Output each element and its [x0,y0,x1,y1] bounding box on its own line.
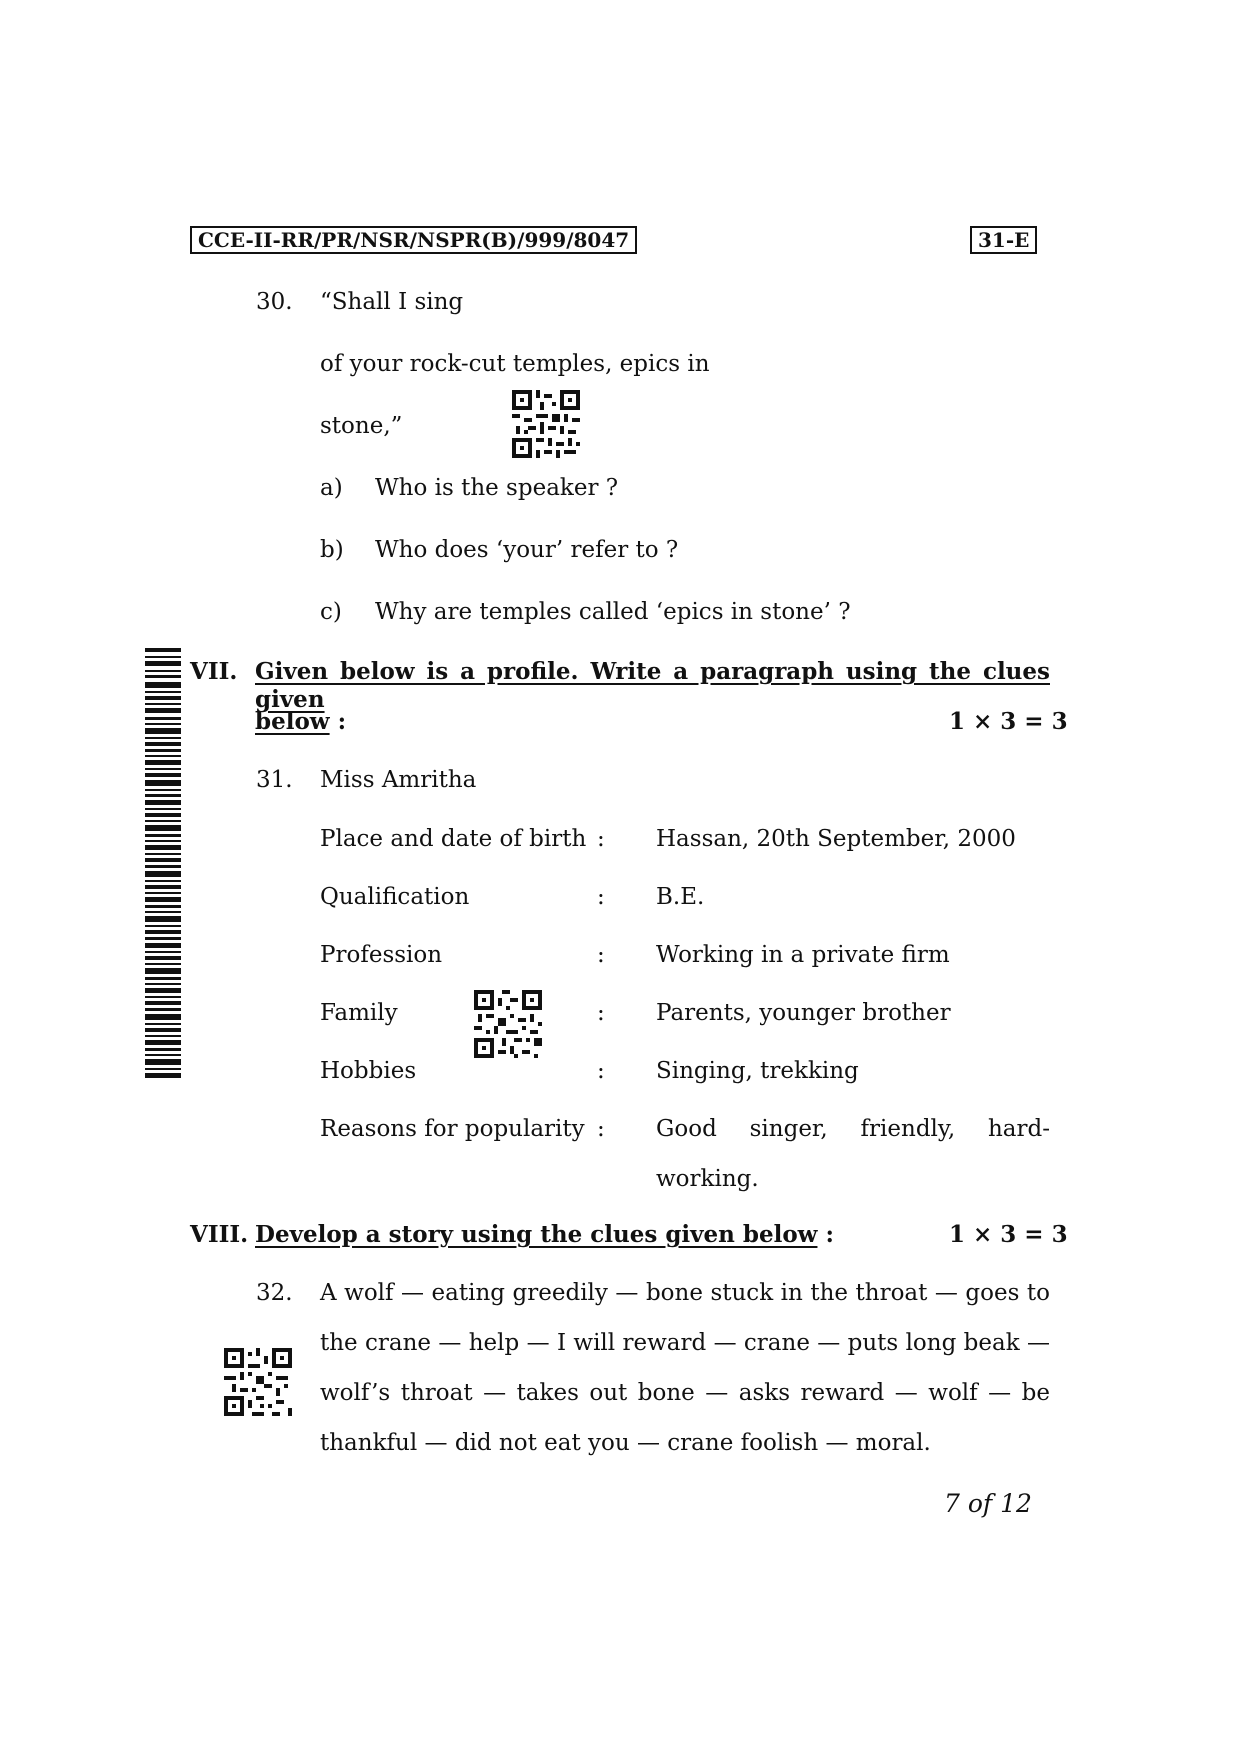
section-8-colon: : [817,1221,834,1248]
profile-label: Place and date of birth [320,826,587,852]
paper-id: 31-E [978,228,1030,252]
q30-line-1: “Shall I sing [320,289,464,315]
profile-value: Hassan, 20th September, 2000 [656,826,1016,852]
q31-name: Miss Amritha [320,767,477,793]
barcode-icon [145,648,181,1080]
profile-sep: : [597,826,605,852]
profile-value: Singing, trekking [656,1058,859,1084]
section-8-marks: 1 × 3 = 3 [949,1221,1068,1248]
profile-value: Good singer, friendly, hard- [656,1116,1050,1142]
qr-code-icon [224,1348,292,1416]
section-7-marks: 1 × 3 = 3 [949,708,1068,735]
q30-line-2: of your rock-cut temples, epics in [320,351,710,377]
q30c-label: c) [320,599,342,625]
profile-value-continued: working. [656,1166,759,1192]
profile-label: Reasons for popularity [320,1116,585,1142]
q32-number: 32. [256,1280,293,1306]
profile-sep: : [597,1116,605,1142]
paper-id-box [970,226,1037,254]
section-7-instruction-line-2 [255,708,346,736]
profile-sep: : [597,884,605,910]
section-7-colon: : [329,708,347,735]
section-8-instruction [255,1221,834,1249]
q30c-text: Why are temples called ‘epics in stone’ ? [375,599,851,625]
qr-code-icon [474,990,542,1058]
paper-code-box [190,226,637,254]
section-7-instruction-line-1: Given below is a profile. Write a paragraph using the clues given [255,658,1050,713]
q30b-label: b) [320,537,344,563]
profile-sep: : [597,1058,605,1084]
profile-value: Parents, younger brother [656,1000,951,1026]
paper-code: CCE-II-RR/PR/NSR/NSPR(B)/999/8047 [198,228,630,252]
q32-line-2: the crane — help — I will reward — crane — puts long beak — [320,1330,1050,1356]
q30-number: 30. [256,289,293,315]
q30a-text: Who is the speaker ? [375,475,619,501]
profile-value: B.E. [656,884,705,910]
page-number: 7 of 12 [944,1489,1032,1518]
section-7-roman: VII. [190,658,238,685]
section-8-title: Develop a story using the clues given below [255,1221,818,1248]
q32-line-4: thankful — did not eat you — crane foolish — moral. [320,1430,931,1456]
q32-line-3: wolf’s throat — takes out bone — asks reward — wolf — be [320,1380,1050,1406]
q30b-text: Who does ‘your’ refer to ? [375,537,679,563]
profile-value: Working in a private firm [656,942,950,968]
profile-label: Family [320,1000,398,1026]
profile-label: Qualification [320,884,470,910]
q30a-label: a) [320,475,343,501]
q32-line-1: A wolf — eating greedily — bone stuck in the throat — goes to [320,1280,1050,1306]
q30-line-3: stone,” [320,413,403,439]
profile-label: Profession [320,942,443,968]
section-7-below: below [255,708,330,735]
profile-label: Hobbies [320,1058,417,1084]
qr-code-icon [512,390,580,458]
profile-sep: : [597,1000,605,1026]
q31-number: 31. [256,767,293,793]
section-8-roman: VIII. [190,1221,249,1248]
profile-sep: : [597,942,605,968]
